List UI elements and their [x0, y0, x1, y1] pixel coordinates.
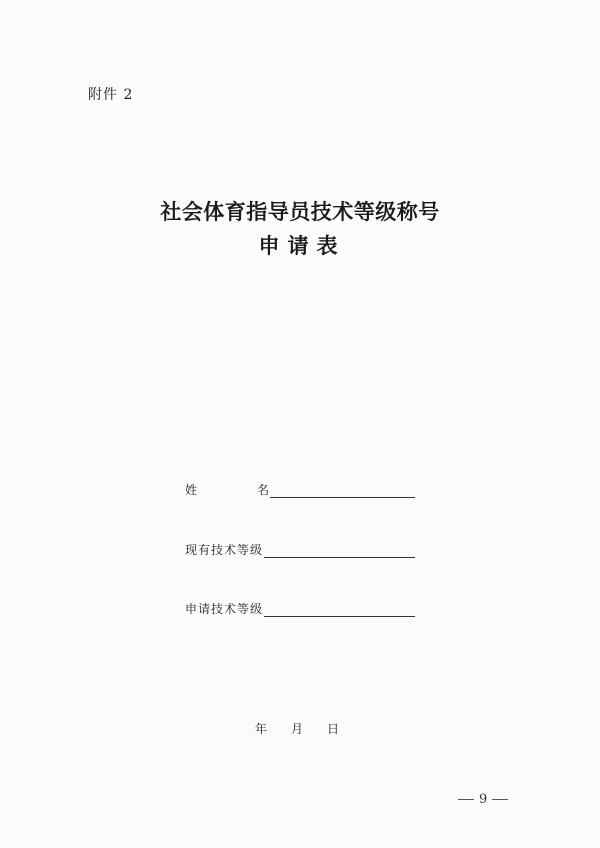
name-blank-line[interactable]: [270, 483, 415, 498]
applied-level-label: 申请技术等级: [185, 602, 264, 616]
current-level-label: 现有技术等级: [185, 543, 264, 557]
name-field[interactable]: [185, 478, 415, 498]
page-number-left-dash: [458, 799, 474, 800]
page-number-right-dash: [492, 799, 508, 800]
attachment-label: 附件 2: [88, 87, 134, 103]
document-title: 社会体育指导员技术等级称号: [160, 199, 440, 224]
date-line: [255, 720, 339, 737]
date-month: 月: [291, 722, 304, 736]
page-number-value: 9: [479, 792, 488, 807]
document-subtitle: 申请表: [258, 233, 346, 258]
name-label: 姓名: [185, 483, 269, 497]
applied-level-field[interactable]: [185, 597, 415, 617]
current-level-field[interactable]: [185, 538, 415, 558]
page-number: [458, 792, 508, 807]
date-year: 年: [255, 722, 268, 736]
current-level-blank-line[interactable]: [264, 543, 415, 558]
date-day: 日: [327, 722, 340, 736]
applied-level-blank-line[interactable]: [264, 602, 415, 617]
